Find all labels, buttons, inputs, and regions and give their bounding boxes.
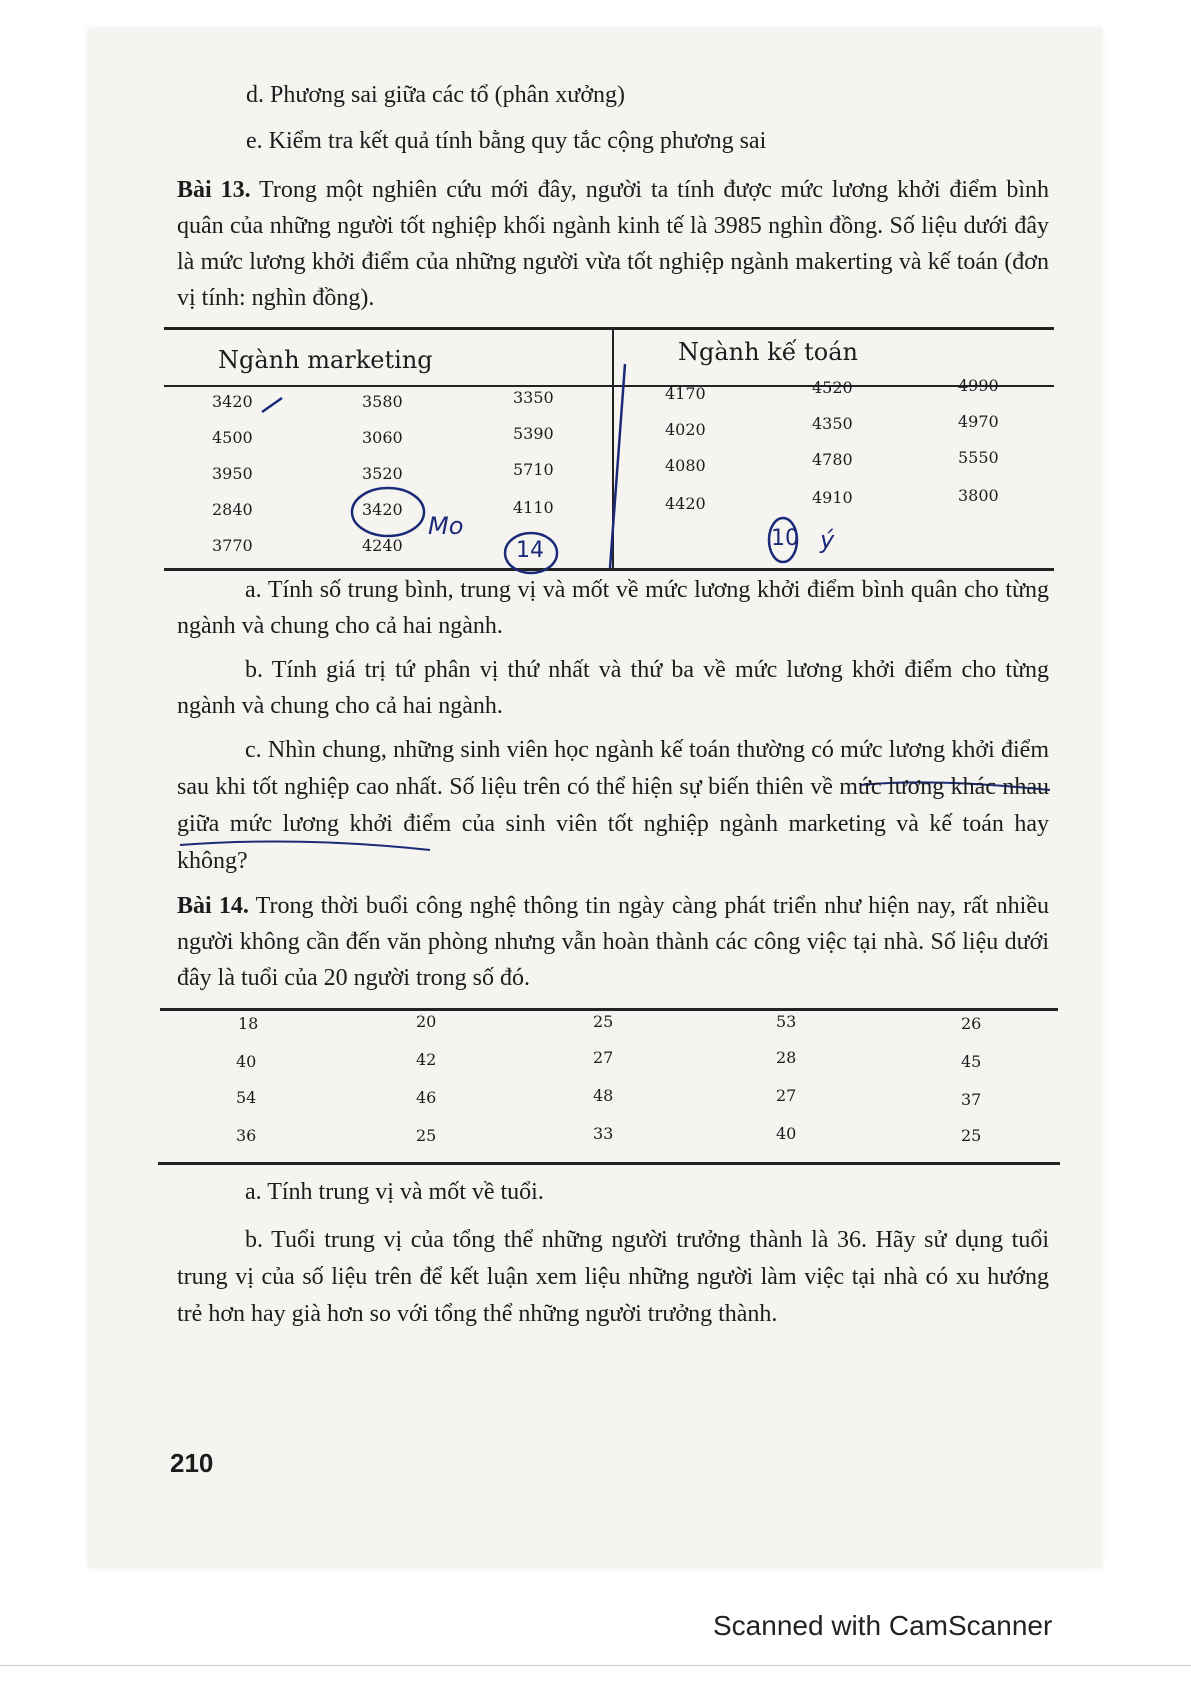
table-cell: 5390	[513, 424, 554, 443]
table-cell: 4990	[958, 376, 999, 395]
table-cell: 27	[776, 1086, 797, 1105]
table-cell: 3950	[212, 464, 253, 483]
table-cell: 53	[776, 1012, 797, 1031]
page-number: 210	[170, 1448, 214, 1478]
bai14-question-a: a. Tính trung vị và mốt về tuổi.	[245, 1179, 544, 1205]
table-cell: 37	[961, 1090, 982, 1109]
handwritten-note: Mo	[428, 512, 464, 540]
table-cell: 3580	[362, 392, 403, 411]
bai13-question-a: a. Tính số trung bình, trung vị và mốt về mức lương khởi điểm bình quân cho từng ngành và chung cho cả hai ngành.	[177, 577, 1049, 639]
scanner-watermark: Scanned with CamScanner	[713, 1610, 1053, 1641]
table-cell: 25	[593, 1012, 614, 1031]
bottom-divider	[0, 1665, 1191, 1666]
table-cell: 36	[236, 1126, 257, 1145]
table-cell: 3770	[212, 536, 253, 555]
header-marketing: Ngành marketing	[218, 346, 433, 374]
table-cell: 3800	[958, 486, 999, 505]
table-cell: 4110	[513, 498, 554, 517]
table-cell: 4350	[812, 414, 853, 433]
circle-mark	[352, 488, 424, 536]
table-cell: 45	[961, 1052, 982, 1071]
header-ketoan: Ngành kế toán	[678, 338, 859, 366]
table-cell: 4520	[812, 378, 853, 397]
table-cell: 5710	[513, 460, 554, 479]
bai14-text: Trong thời buổi công nghệ thông tin ngày càng phát triển như hiện nay, rất nhiều người không cần đến văn phòng nhưng vẫn hoàn thành các công việc tại nhà. Số liệu dưới đây là tuổi của 20 người trong số đó.	[177, 893, 1049, 991]
ink-divider	[610, 364, 625, 568]
bai13-question-b: b. Tính giá trị tứ phân vị thứ nhất và thứ ba về mức lương khởi điểm cho từng ngành và chung cho cả hai ngành.	[177, 657, 1049, 719]
bai14-paragraph	[177, 888, 1049, 996]
item-e: e. Kiểm tra kết quả tính bằng quy tắc cộng phương sai	[246, 128, 767, 154]
table14-bottom-rule	[158, 1162, 1060, 1165]
table-cell: 20	[416, 1012, 437, 1031]
table-cell: 25	[416, 1126, 437, 1145]
table-cell: 4020	[665, 420, 706, 439]
table-cell: 3060	[362, 428, 403, 447]
table-cell: 3520	[362, 464, 403, 483]
table-cell: 4080	[665, 456, 706, 475]
table-cell: 4500	[212, 428, 253, 447]
table14-top-rule	[160, 1008, 1058, 1011]
table-cell: 46	[416, 1088, 437, 1107]
table-cell: 40	[776, 1124, 797, 1143]
bai14-question-b: b. Tuổi trung vị của tổng thể những người trưởng thành là 36. Hãy sử dụng tuổi trung vị của số liệu trên để kết luận xem liệu những người làm việc tại nhà có xu hướng trẻ hơn hay già hơn so với tổng thể những người trưởng thành.	[177, 1227, 1049, 1327]
table-cell: 33	[593, 1124, 614, 1143]
table-cell: 27	[593, 1048, 614, 1067]
table-cell: 54	[236, 1088, 257, 1107]
table-cell: 5550	[958, 448, 999, 467]
bai14-label: Bài 14.	[177, 893, 249, 919]
handwritten-note: 10	[771, 526, 799, 551]
table-cell: 3350	[513, 388, 554, 407]
table-cell: 4970	[958, 412, 999, 431]
table-cell: 40	[236, 1052, 257, 1071]
bai13-text: Trong một nghiên cứu mới đây, người ta tính được mức lương khởi điểm bình quân của những người tốt nghiệp khối ngành kinh tế là 3985 nghìn đồng. Số liệu dưới đây là mức lương khởi điểm của những người vừa tốt nghiệp ngành makerting và kế toán (đơn vị tính: nghìn đồng).	[177, 177, 1049, 311]
table-cell: 18	[238, 1014, 259, 1033]
table-cell: 3420	[362, 500, 403, 519]
handwritten-note: 14	[516, 538, 544, 563]
bai13-label: Bài 13.	[177, 177, 251, 203]
table-cell: 42	[416, 1050, 437, 1069]
table-cell: 4910	[812, 488, 853, 507]
table-cell: 48	[593, 1086, 614, 1105]
item-d: d. Phương sai giữa các tổ (phân xưởng)	[246, 82, 625, 108]
table-cell: 26	[961, 1014, 982, 1033]
table-cell: 2840	[212, 500, 253, 519]
table-cell: 4780	[812, 450, 853, 469]
check-mark	[262, 398, 282, 412]
table-cell: 3420	[212, 392, 253, 411]
table-cell: 28	[776, 1048, 797, 1067]
table-cell: 4240	[362, 536, 403, 555]
bai13-question-c: c. Nhìn chung, những sinh viên học ngành kế toán thường có mức lương khởi điểm sau khi tốt nghiệp cao nhất. Số liệu trên có thể hiện sự biến thiên về mức lương khác nhau giữa mức lương khởi điểm của sinh viên tốt nghiệp ngành marketing và kế toán hay không?	[177, 737, 1049, 874]
table-cell: 4420	[665, 494, 706, 513]
table-cell: 25	[961, 1126, 982, 1145]
table-cell: 4170	[665, 384, 706, 403]
handwritten-note: ý	[820, 526, 835, 554]
